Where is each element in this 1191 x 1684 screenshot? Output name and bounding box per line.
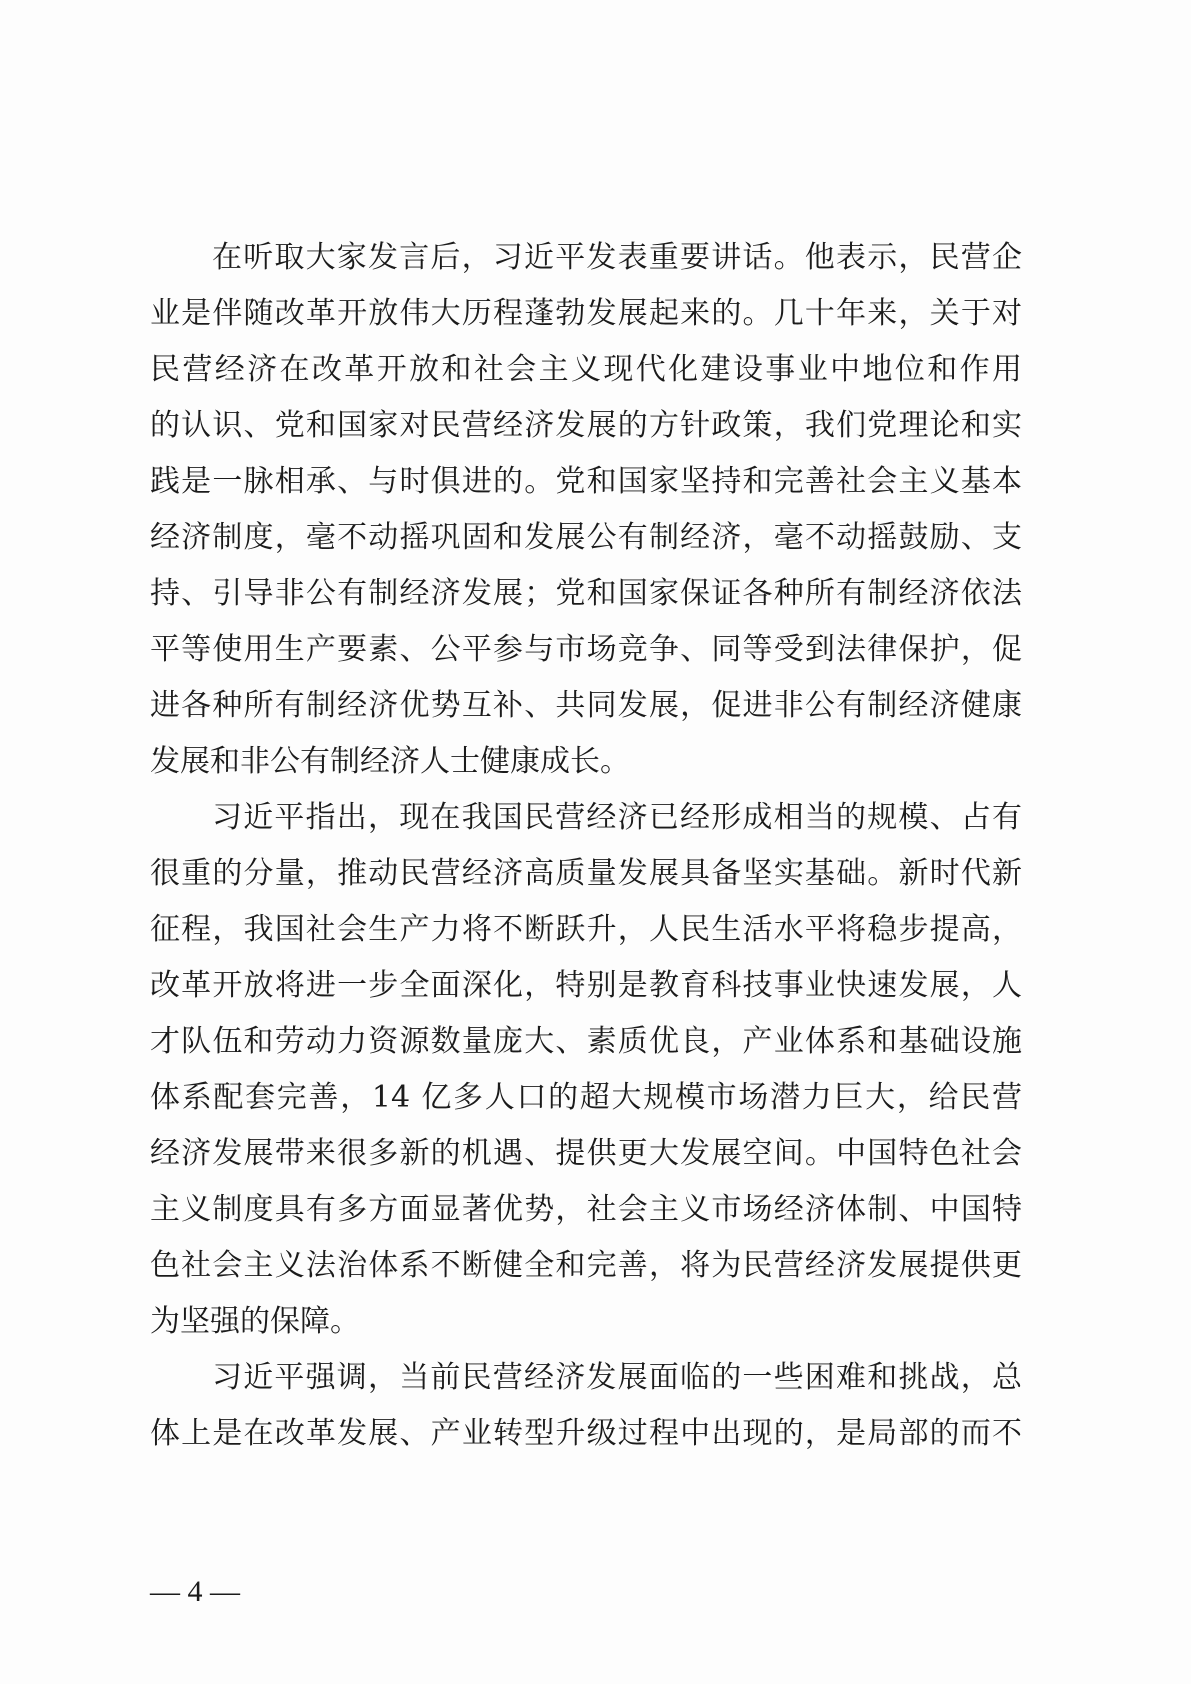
text-line: 经济发展带来很多新的机遇、提供更大发展空间。中国特色社会 — [150, 1136, 1022, 1171]
text-line: 才队伍和劳动力资源数量庞大、素质优良，产业体系和基础设施 — [150, 1024, 1022, 1059]
text-line: 发展和非公有制经济人士健康成长。 — [150, 744, 630, 779]
text-line: 习近平强调，当前民营经济发展面临的一些困难和挑战，总 — [212, 1360, 1022, 1395]
text-line: 业是伴随改革开放伟大历程蓬勃发展起来的。几十年来，关于对 — [150, 296, 1022, 331]
text-line: 为坚强的保障。 — [150, 1304, 360, 1339]
text-line: 主义制度具有多方面显著优势，社会主义市场经济体制、中国特 — [150, 1192, 1022, 1227]
text-line: 体系配套完善，14 亿多人口的超大规模市场潜力巨大，给民营 — [150, 1080, 1022, 1115]
text-line: 改革开放将进一步全面深化，特别是教育科技事业快速发展，人 — [150, 968, 1022, 1003]
text-line: 践是一脉相承、与时俱进的。党和国家坚持和完善社会主义基本 — [150, 464, 1022, 499]
text-line: 在听取大家发言后，习近平发表重要讲话。他表示，民营企 — [212, 240, 1022, 275]
paragraph — [150, 1350, 1022, 1462]
text-line: 色社会主义法治体系不断健全和完善，将为民营经济发展提供更 — [150, 1248, 1022, 1283]
text-line: 习近平指出，现在我国民营经济已经形成相当的规模、占有 — [212, 800, 1022, 835]
text-line: 进各种所有制经济优势互补、共同发展，促进非公有制经济健康 — [150, 688, 1022, 723]
text-line: 持、引导非公有制经济发展；党和国家保证各种所有制经济依法 — [150, 576, 1022, 611]
text-line: 体上是在改革发展、产业转型升级过程中出现的，是局部的而不 — [150, 1416, 1022, 1451]
page-number: — 4 — — [150, 1575, 240, 1608]
text-line: 平等使用生产要素、公平参与市场竞争、同等受到法律保护，促 — [150, 632, 1022, 667]
text-line: 征程，我国社会生产力将不断跃升，人民生活水平将稳步提高， — [150, 912, 1022, 947]
text-line: 的认识、党和国家对民营经济发展的方针政策，我们党理论和实 — [150, 408, 1022, 443]
text-line: 经济制度，毫不动摇巩固和发展公有制经济，毫不动摇鼓励、支 — [150, 520, 1022, 555]
paragraph — [150, 230, 1022, 790]
body-text — [150, 230, 1022, 1462]
text-line: 民营经济在改革开放和社会主义现代化建设事业中地位和作用 — [150, 352, 1022, 387]
paragraph — [150, 790, 1022, 1350]
text-line: 很重的分量，推动民营经济高质量发展具备坚实基础。新时代新 — [150, 856, 1022, 891]
